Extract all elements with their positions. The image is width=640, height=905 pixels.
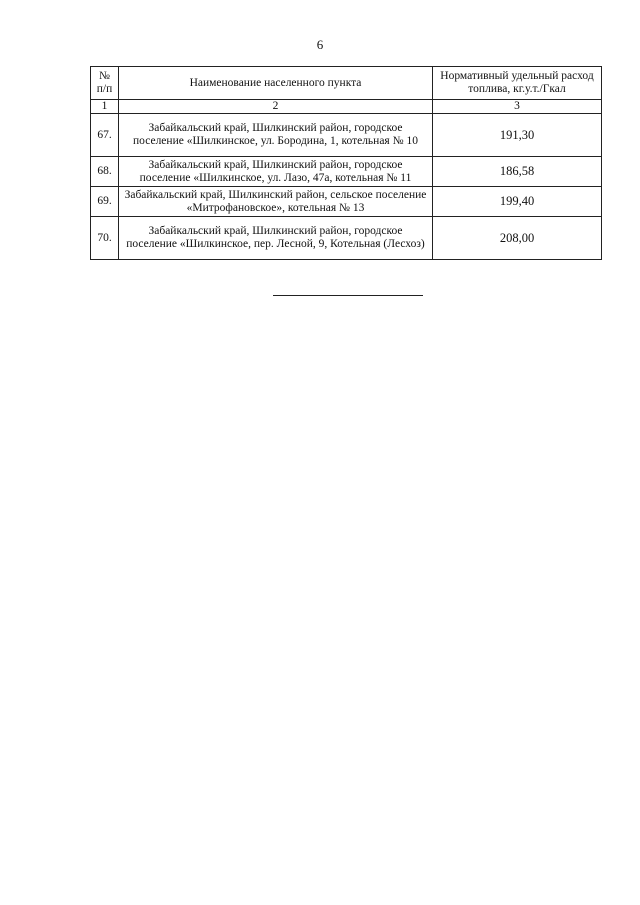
row-name: Забайкальский край, Шилкинский район, городское поселение «Шилкинское, ул. Лазо, 47а, котельная № 11 (119, 157, 433, 187)
row-num: 69. (91, 187, 119, 217)
row-value: 186,58 (433, 157, 602, 187)
table-row (91, 157, 602, 187)
norm-table (90, 66, 602, 260)
row-value: 191,30 (433, 114, 602, 157)
header-value: Нормативный удельный расход топлива, кг.у.т./Гкал (433, 67, 602, 100)
row-name: Забайкальский край, Шилкинский район, сельское поселение «Митрофановское», котельная № 13 (119, 187, 433, 217)
row-num: 67. (91, 114, 119, 157)
table-row (91, 187, 602, 217)
table-header-row (91, 67, 602, 100)
table-row (91, 217, 602, 260)
row-name: Забайкальский край, Шилкинский район, городское поселение «Шилкинское, пер. Лесной, 9, Котельная (Лесхоз) (119, 217, 433, 260)
header-name: Наименование населенного пункта (119, 67, 433, 100)
column-index-1: 1 (91, 100, 119, 114)
column-index-2: 2 (119, 100, 433, 114)
end-divider-line (273, 295, 423, 296)
column-index-3: 3 (433, 100, 602, 114)
row-name: Забайкальский край, Шилкинский район, городское поселение «Шилкинское, ул. Бородина, 1, котельная № 10 (119, 114, 433, 157)
table-row (91, 114, 602, 157)
row-value: 199,40 (433, 187, 602, 217)
page-number: 6 (316, 37, 324, 52)
column-index-row (91, 100, 602, 114)
row-num: 70. (91, 217, 119, 260)
header-num: № п/п (91, 67, 119, 100)
row-num: 68. (91, 157, 119, 187)
row-value: 208,00 (433, 217, 602, 260)
